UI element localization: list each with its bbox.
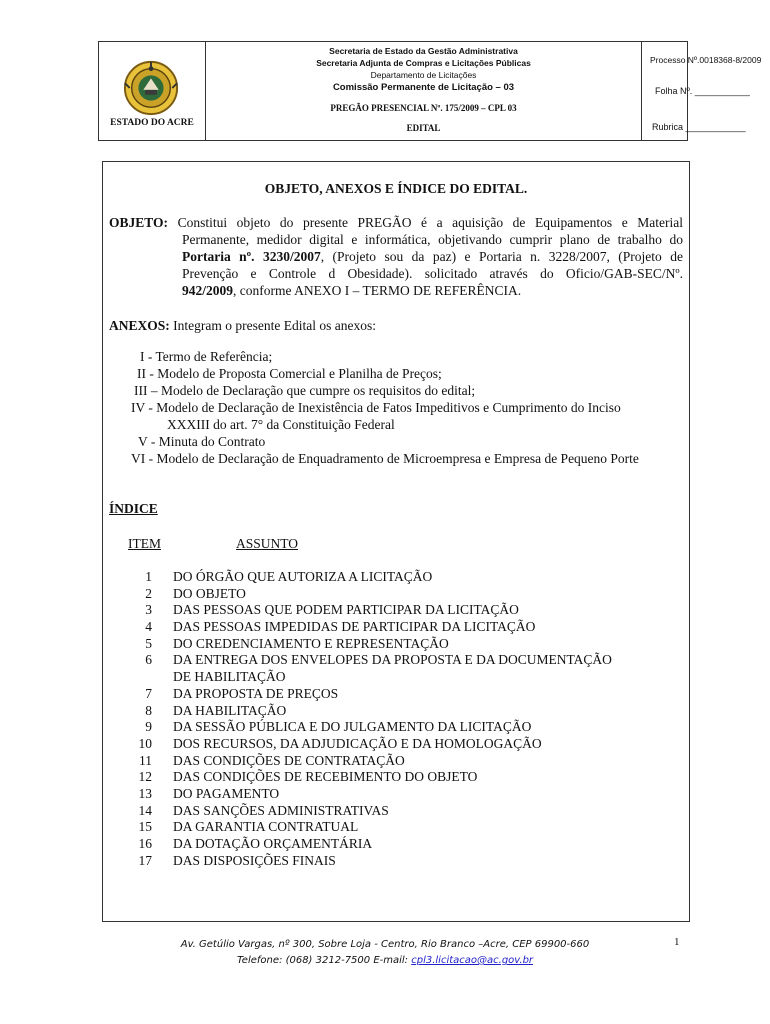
anexo-item: VI - Modelo de Declaração de Enquadramento de Microempresa e Empresa de Pequeno Porte	[131, 451, 639, 466]
header-line-2: Secretaria Adjunta de Compras e Licitações Públicas	[316, 58, 531, 68]
assunto-column-header: ASSUNTO	[236, 536, 299, 551]
footer	[0, 937, 770, 969]
footer-email-link[interactable]: cpl3.licitacao@ac.gov.br	[411, 955, 534, 966]
indice-item-number: 11	[139, 752, 152, 768]
indice-item-number: 13	[138, 785, 152, 801]
anexo-item: II - Modelo de Proposta Comercial e Planilha de Preços;	[137, 366, 442, 381]
indice-item-subject: DAS PESSOAS IMPEDIDAS DE PARTICIPAR DA LICITAÇÃO	[173, 619, 536, 635]
indice-row	[103, 852, 689, 869]
header-title-cell	[206, 42, 642, 140]
objeto-portaria: Portaria nº. 3230/2007	[182, 249, 321, 264]
indice-row	[103, 651, 689, 668]
footer-contact	[0, 953, 770, 969]
indice-item-number: 16	[138, 836, 152, 851]
rubrica-field: Rubrica ____________	[652, 122, 746, 132]
item-column-header: ITEM	[128, 536, 161, 551]
indice-row	[103, 668, 689, 685]
indice-item-number: 2	[145, 585, 152, 601]
objeto-line-5: , conforme ANEXO I – TERMO DE REFERÊNCIA.	[233, 283, 522, 298]
page-number: 1	[674, 936, 680, 948]
footer-address: Av. Getúlio Vargas, nº 300, Sobre Loja - Centro, Rio Branco –Acre, CEP 69900-660	[180, 939, 590, 950]
anexos-label: ANEXOS:	[109, 318, 170, 333]
anexo-item: XXXIII do art. 7° da Constituição Federal	[167, 417, 395, 432]
indice-item-subject: DAS CONDIÇÕES DE RECEBIMENTO DO OBJETO	[173, 769, 478, 785]
indice-row	[103, 735, 689, 752]
indice-row	[103, 818, 689, 835]
indice-item-number: 3	[145, 602, 152, 618]
header-process-cell	[642, 42, 770, 140]
header-line-4: Comissão Permanente de Licitação – 03	[332, 82, 515, 93]
indice-row	[103, 718, 689, 735]
anexo-item: III – Modelo de Declaração que cumpre os requisitos do edital;	[134, 383, 476, 398]
anexo-item: I - Termo de Referência;	[140, 349, 273, 364]
indice-row	[103, 752, 689, 769]
indice-item-number: 14	[138, 802, 152, 818]
indice-item-subject: DAS SANÇÕES ADMINISTRATIVAS	[173, 802, 389, 818]
folha-field: Folha Nº. ___________	[655, 86, 750, 96]
footer-phone: Telefone: (068) 3212-7500 E-mail:	[236, 955, 409, 966]
indice-item-subject: DO PAGAMENTO	[173, 785, 280, 801]
indice-item-number: 6	[145, 652, 152, 668]
indice-item-subject: DAS DISPOSIÇÕES FINAIS	[173, 852, 336, 868]
indice-item-number: 15	[138, 819, 152, 835]
objeto-line-2: Permanente, medidor digital e informática, objetivando cumprir plano de trabalho do	[182, 232, 683, 247]
indice-item-subject: DAS CONDIÇÕES DE CONTRATAÇÃO	[173, 752, 405, 768]
header-line-1: Secretaria de Estado da Gestão Administrativa	[329, 46, 518, 56]
indice-item-number: 9	[145, 719, 152, 735]
estado-label: ESTADO DO ACRE	[110, 118, 194, 128]
indice-item-subject: DO OBJETO	[173, 585, 246, 601]
indice-row	[103, 635, 689, 652]
indice-item-number: 5	[145, 635, 152, 651]
anexos-text: Integram o presente Edital os anexos:	[173, 318, 376, 333]
indice-item-number: 12	[138, 769, 152, 785]
indice-row	[103, 601, 689, 618]
indice-item-subject: DE HABILITAÇÃO	[173, 669, 286, 685]
indice-list	[103, 568, 689, 868]
indice-item-number: 4	[145, 619, 152, 635]
indice-item-subject: DO CREDENCIAMENTO E REPRESENTAÇÃO	[173, 635, 449, 651]
header-pregao: PREGÃO PRESENCIAL Nº. 175/2009 – CPL 03	[330, 103, 517, 113]
header-line-3: Departamento de Licitações	[370, 70, 477, 80]
objeto-line-4: Prevenção e Controle d Obesidade). solicitado através do Oficio/GAB-SEC/Nº.	[182, 266, 683, 281]
indice-item-number: 10	[138, 735, 152, 751]
processo-number: Processo Nº.0018368-8/2009	[650, 55, 762, 65]
edital-body	[102, 161, 690, 922]
indice-item-subject: DA SESSÃO PÚBLICA E DO JULGAMENTO DA LICITAÇÃO	[173, 719, 532, 735]
coat-of-arms-icon	[122, 59, 180, 117]
indice-row	[103, 802, 689, 819]
objeto-label: OBJETO:	[109, 215, 169, 230]
indice-item-number: 7	[145, 685, 152, 701]
objeto-oficio: 942/2009	[182, 283, 234, 298]
indice-item-subject: DA DOTAÇÃO ORÇAMENTÁRIA	[173, 836, 373, 851]
indice-item-subject: DA ENTREGA DOS ENVELOPES DA PROPOSTA E DA DOCUMENTAÇÃO	[173, 652, 612, 668]
indice-item-number: 8	[145, 702, 152, 718]
indice-item-subject: DA GARANTIA CONTRATUAL	[173, 819, 359, 835]
indice-item-subject: DA PROPOSTA DE PREÇOS	[173, 685, 339, 701]
indice-row	[103, 618, 689, 635]
indice-row	[103, 685, 689, 702]
anexo-item: IV - Modelo de Declaração de Inexistência de Fatos Impeditivos e Cumprimento do Inciso	[131, 400, 621, 415]
header-emblem-cell	[99, 42, 206, 140]
header-edital: EDITAL	[406, 123, 441, 133]
indice-item-subject: DOS RECURSOS, DA ADJUDICAÇÃO E DA HOMOLOGAÇÃO	[173, 735, 542, 751]
objeto-line-1: Constitui objeto do presente PREGÃO é a aquisição de Equipamentos e Material	[177, 215, 683, 230]
indice-item-subject: DO ÓRGÃO QUE AUTORIZA A LICITAÇÃO	[173, 569, 433, 584]
header-table	[98, 41, 762, 141]
indice-item-number: 1	[145, 569, 152, 584]
indice-item-subject: DA HABILITAÇÃO	[173, 702, 287, 718]
indice-row	[103, 835, 689, 852]
anexos-list	[103, 348, 689, 467]
indice-item-subject: DAS PESSOAS QUE PODEM PARTICIPAR DA LICITAÇÃO	[173, 602, 519, 618]
indice-item-number: 17	[138, 852, 152, 868]
page-title: OBJETO, ANEXOS E ÍNDICE DO EDITAL.	[264, 181, 528, 196]
indice-row	[103, 585, 689, 602]
indice-row	[103, 785, 689, 802]
anexos-intro	[109, 317, 376, 334]
objeto-line-3: , (Projeto sou da paz) e Portaria n. 3228/2007, (Projeto de	[320, 249, 683, 264]
indice-row	[103, 568, 689, 585]
objeto-section	[109, 214, 683, 299]
indice-row	[103, 702, 689, 719]
indice-title: ÍNDICE	[109, 501, 158, 516]
indice-row	[103, 768, 689, 785]
anexo-item: V - Minuta do Contrato	[138, 434, 266, 449]
